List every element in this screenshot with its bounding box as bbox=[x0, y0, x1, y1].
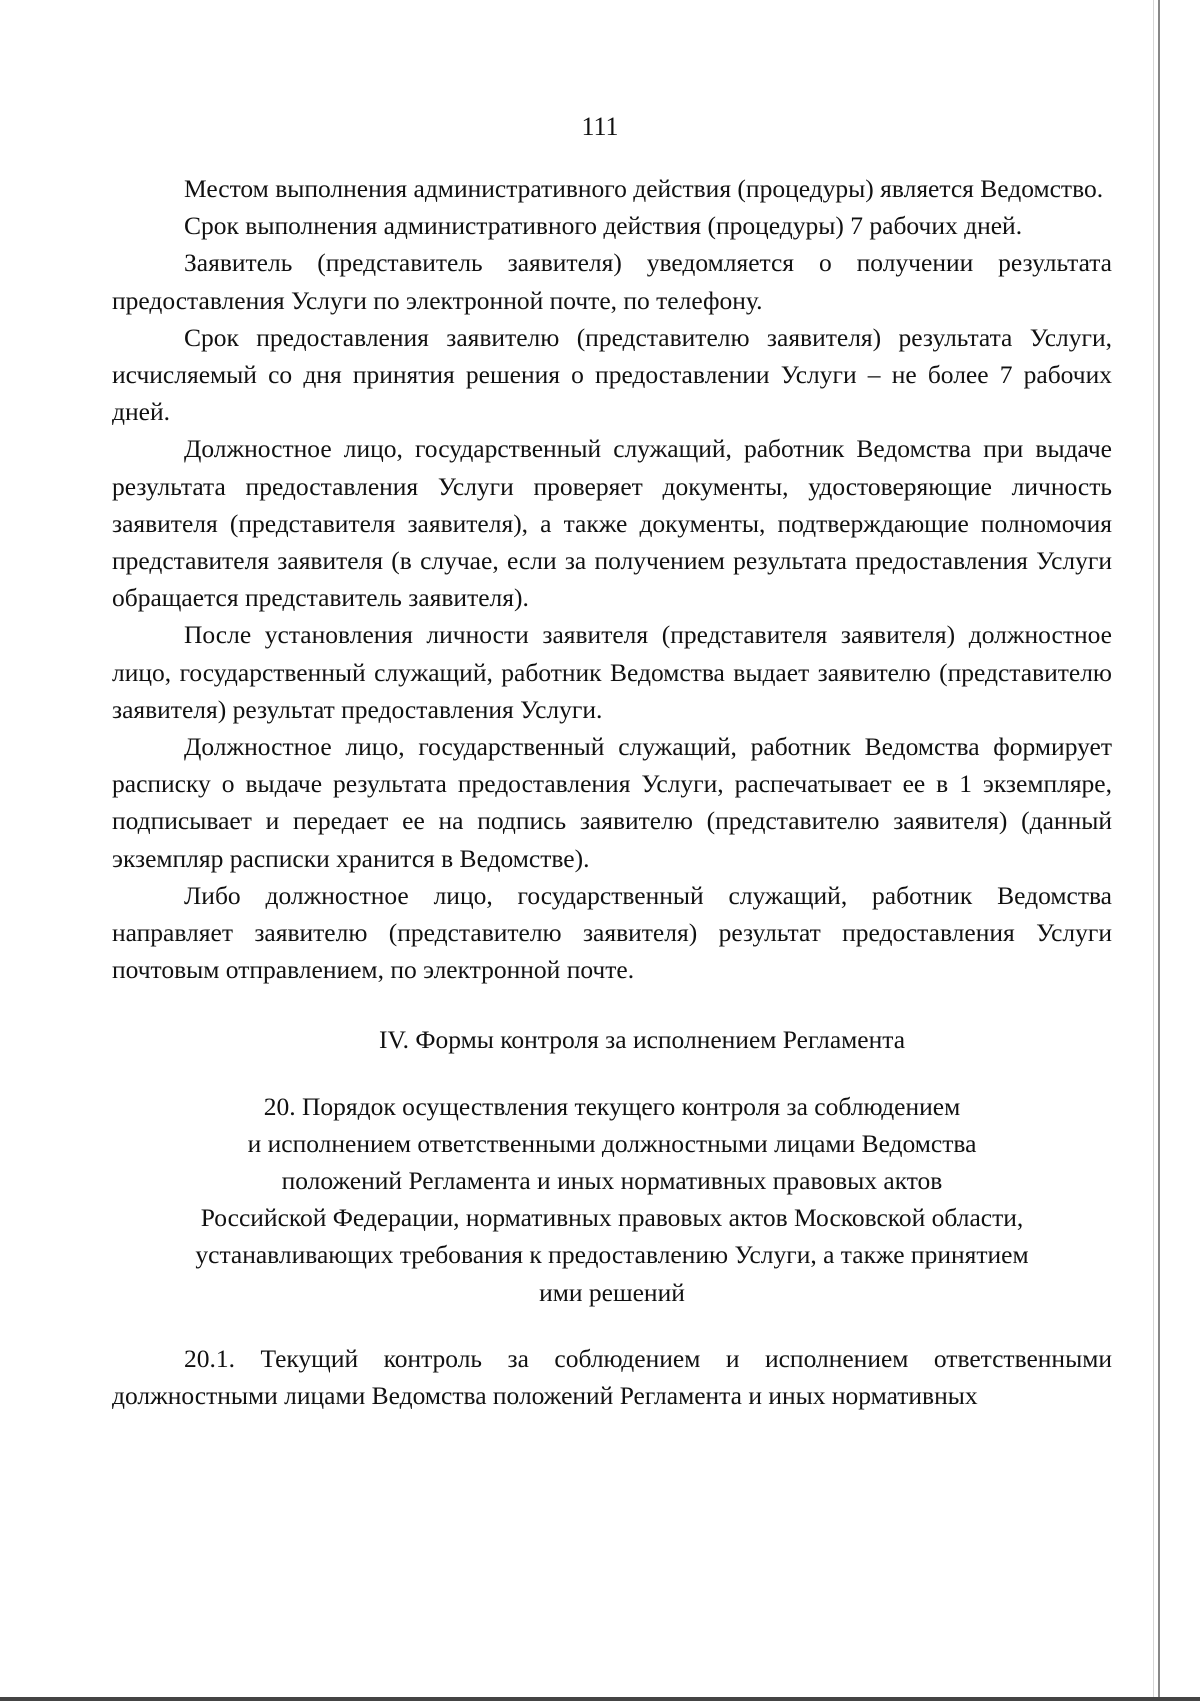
paragraph: Либо должностное лицо, государственный служащий, работник Ведомства направляет заявителю (представителю заявителя) результат предоставления Услуги почтовым отправлением, по электронной почте. bbox=[112, 880, 1112, 985]
document-body bbox=[112, 170, 1112, 1414]
subsection-title-line: устанавливающих требования к предоставлению Услуги, а также принятием bbox=[195, 1240, 1029, 1270]
page-number: 111 bbox=[581, 112, 619, 141]
section-title: IV. Формы контроля за исполнением Регламента bbox=[378, 1025, 906, 1055]
paragraph: Заявитель (представитель заявителя) уведомляется о получении результата предоставления Услуги по электронной почте, по телефону. bbox=[112, 248, 1112, 315]
paragraph: 20.1. Текущий контроль за соблюдением и исполнением ответственными должностными лицами Ведомства положений Регламента и иных нормативных bbox=[112, 1343, 1112, 1411]
scan-edge-line bbox=[1153, 0, 1154, 1701]
paragraph: Должностное лицо, государственный служащий, работник Ведомства формирует расписку о выдаче результата предоставления Услуги, распечатывает ее в 1 экземпляре, подписывает и передает ее на подпись заявителю (представителю заявителя) (данный экземпляр расписки хранится в Ведомстве). bbox=[112, 732, 1112, 873]
scan-edge-line bbox=[0, 1697, 1200, 1701]
subsection-title-line: Российской Федерации, нормативных правовых актов Московской области, bbox=[200, 1203, 1024, 1233]
scan-edge-line bbox=[1158, 0, 1160, 1701]
paragraph: Местом выполнения административного действия (процедуры) является Ведомство. bbox=[184, 174, 1104, 203]
paragraph: Срок предоставления заявителю (представителю заявителя) результата Услуги, исчисляемый со дня принятия решения о предоставлении Услуги – не более 7 рабочих дней. bbox=[112, 322, 1112, 427]
subsection-title-line: положений Регламента и иных нормативных правовых актов bbox=[281, 1166, 943, 1196]
paragraph: После установления личности заявителя (представителя заявителя) должностное лицо, государственный служащий, работник Ведомства выдает заявителю (представителю заявителя) результат предоставления Услуги. bbox=[112, 620, 1112, 724]
paragraph: Срок выполнения административного действия (процедуры) 7 рабочих дней. bbox=[184, 211, 1023, 241]
subsection-title-line: ими решений bbox=[539, 1277, 685, 1307]
subsection-title-line: 20. Порядок осуществления текущего контроля за соблюдением bbox=[263, 1091, 961, 1121]
paragraph: Должностное лицо, государственный служащий, работник Ведомства при выдаче результата предоставления Услуги проверяет документы, удостоверяющие личность заявителя (представителя заявителя), а также документы, подтверждающие полномочия представителя заявителя (в случае, если за получением результата предоставления Услуги обращается представитель заявителя). bbox=[112, 434, 1112, 613]
subsection-title-line: и исполнением ответственными должностными лицами Ведомства bbox=[247, 1128, 977, 1158]
subsection-title bbox=[112, 1088, 1112, 1311]
